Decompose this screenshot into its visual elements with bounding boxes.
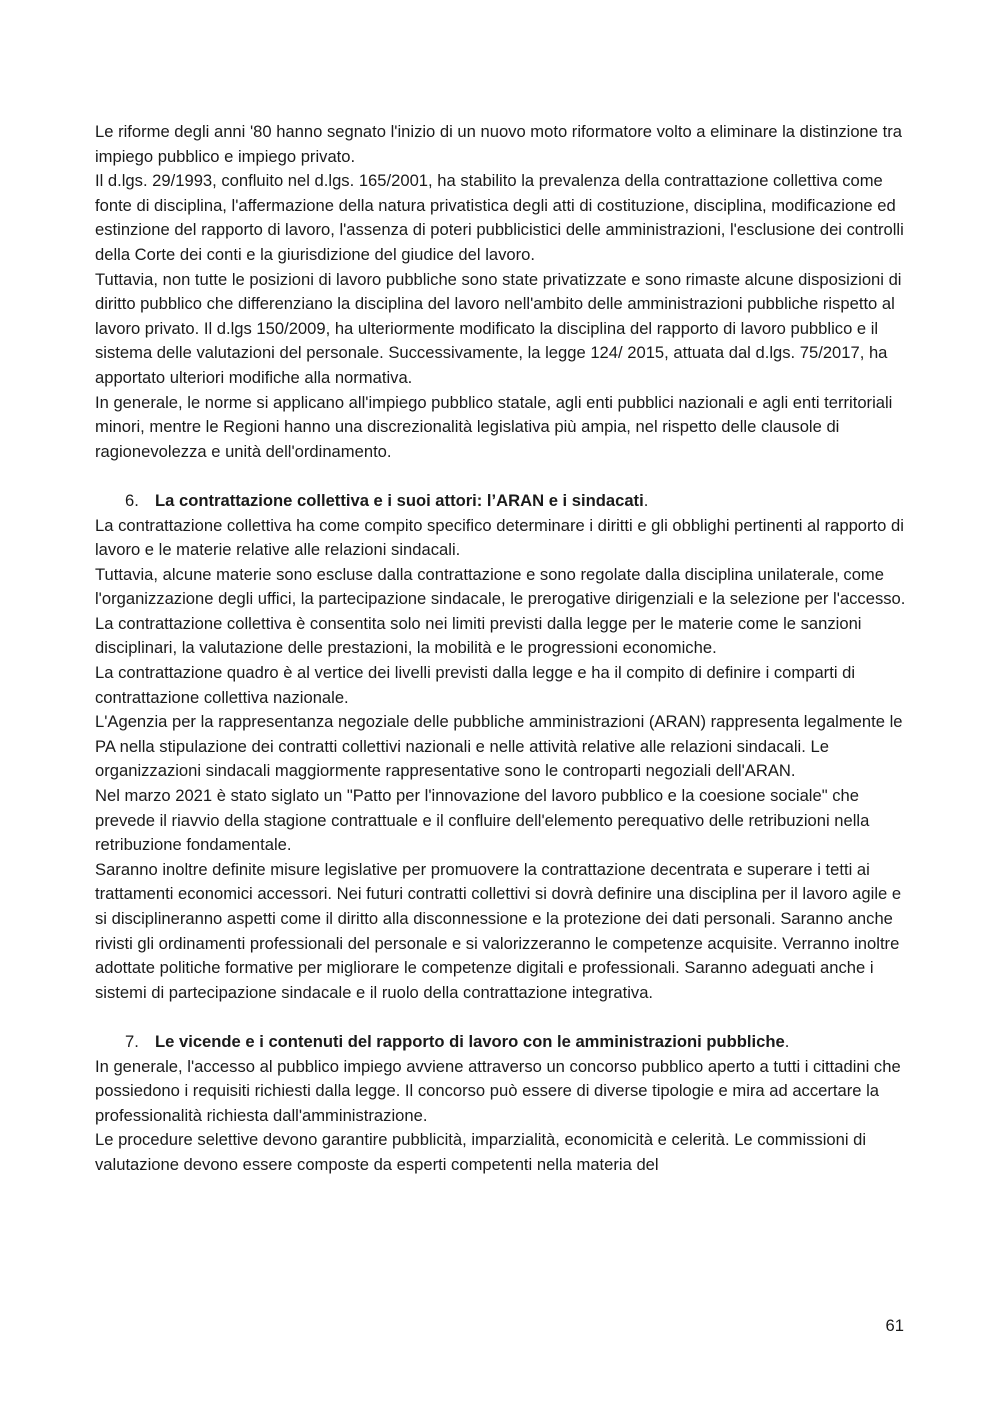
paragraph: La contrattazione collettiva ha come compito specifico determinare i diritti e gli obblighi pertinenti al rapporto di lavoro e le materie relative alle relazioni sindacali. xyxy=(95,515,904,560)
paragraph: Saranno inoltre definite misure legislative per promuovere la contrattazione decentrata e superare i tetti ai trattamenti economici accessori. Nei futuri contratti collettivi si dovrà definire una disciplina per il lavoro agile e si disciplineranno aspetti come il diritto alla disconnessione e la protezione dei dati personali. Saranno anche rivisti gli ordinamenti professionali del personale e si valorizzeranno le competenze acquisite. Verranno inoltre adottate politiche formative per migliorare le competenze digitali e professionali. Saranno adeguati anche i sistemi di partecipazione sindacale e il ruolo della contrattazione integrativa. xyxy=(95,859,902,1002)
paragraph: In generale, l'accesso al pubblico impiego avviene attraverso un concorso pubblico aperto a tutti i cittadini che possiedono i requisiti richiesti dalla legge. Il concorso può essere di diverse tipologie e mira ad accertare la professionalità richiesta dall'amministrazione. xyxy=(95,1056,901,1125)
section-7-body xyxy=(95,1055,915,1178)
page-number: 61 xyxy=(885,1316,904,1335)
paragraph: Le riforme degli anni '80 hanno segnato l'inizio di un nuovo moto riformatore volto a eliminare la distinzione tra impiego pubblico e impiego privato. xyxy=(95,122,902,166)
section-title-wrap xyxy=(155,1030,789,1055)
section-heading-6 xyxy=(95,489,915,514)
section-number: 6. xyxy=(125,490,139,510)
paragraph: L'Agenzia per la rappresentanza negoziale delle pubbliche amministrazioni (ARAN) rappresenta legalmente le PA nella stipulazione dei contratti collettivi nazionali e nelle attività relative alle relazioni sindacali. Le organizzazioni sindacali maggiormente rappresentative sono le controparti negoziali dell'ARAN. xyxy=(95,712,903,781)
paragraph: Le procedure selettive devono garantire pubblicità, imparzialità, economicità e celerità. Le commissioni di valutazione devono essere composte da esperti competenti nella materia del xyxy=(95,1130,867,1174)
section-title-wrap xyxy=(155,489,648,514)
section-heading-7 xyxy=(95,1030,915,1055)
section-number: 7. xyxy=(125,1031,139,1051)
section-title: La contrattazione collettiva e i suoi attori: l’ARAN e i sindacati xyxy=(155,490,644,510)
intro-section xyxy=(95,120,915,464)
paragraph: La contrattazione quadro è al vertice dei livelli previsti dalla legge e ha il compito di definire i comparti di contrattazione collettiva nazionale. xyxy=(95,663,856,707)
paragraph: In generale, le norme si applicano all'impiego pubblico statale, agli enti pubblici nazionali e agli enti territoriali minori, mentre le Regioni hanno una discrezionalità legislativa più ampia, nel rispetto delle clausole di ragionevolezza e unità dell'ordinamento. xyxy=(95,392,893,461)
paragraph: Tuttavia, alcune materie sono escluse dalla contrattazione e sono regolate dalla disciplina unilaterale, come l'organizzazione degli uffici, la partecipazione sindacale, le prerogative dirigenziali e la selezione per l'accesso. xyxy=(95,564,906,609)
section-title-period: . xyxy=(643,490,649,510)
paragraph: La contrattazione collettiva è consentita solo nei limiti previsti dalla legge per le materie come le sanzioni disciplinari, la valutazione delle prestazioni, la mobilità e le progressioni economiche. xyxy=(95,613,862,658)
document-page xyxy=(95,120,915,1178)
section-title-period: . xyxy=(784,1031,790,1051)
paragraph: Tuttavia, non tutte le posizioni di lavoro pubbliche sono state privatizzate e sono rimaste alcune disposizioni di diritto pubblico che differenziano la disciplina del lavoro nell'ambito delle amministrazioni pubbliche rispetto al lavoro privato. Il d.lgs 150/2009, ha ulteriormente modificato la disciplina del rapporto di lavoro pubblico e il sistema delle valutazioni del personale. Successivamente, la legge 124/ 2015, attuata dal d.lgs. 75/2017, ha apportato ulteriori modifiche alla normativa. xyxy=(95,269,902,387)
section-title: Le vicende e i contenuti del rapporto di lavoro con le amministrazioni pubbliche xyxy=(155,1031,785,1051)
paragraph: Il d.lgs. 29/1993, confluito nel d.lgs. 165/2001, ha stabilito la prevalenza della contrattazione collettiva come fonte di disciplina, l'affermazione della natura privatistica degli atti di costituzione, disciplina, modificazione ed estinzione del rapporto di lavoro, l'assenza di poteri pubblicistici delle amministrazioni, l'esclusione dei controlli della Corte dei conti e la giurisdizione del giudice del lavoro. xyxy=(95,171,904,264)
paragraph: Nel marzo 2021 è stato siglato un "Patto per l'innovazione del lavoro pubblico e la coesione sociale" che prevede il riavvio della stagione contrattuale e il confluire dell'elemento perequativo delle retribuzioni nella retribuzione fondamentale. xyxy=(95,786,870,855)
section-6-body xyxy=(95,514,915,1006)
